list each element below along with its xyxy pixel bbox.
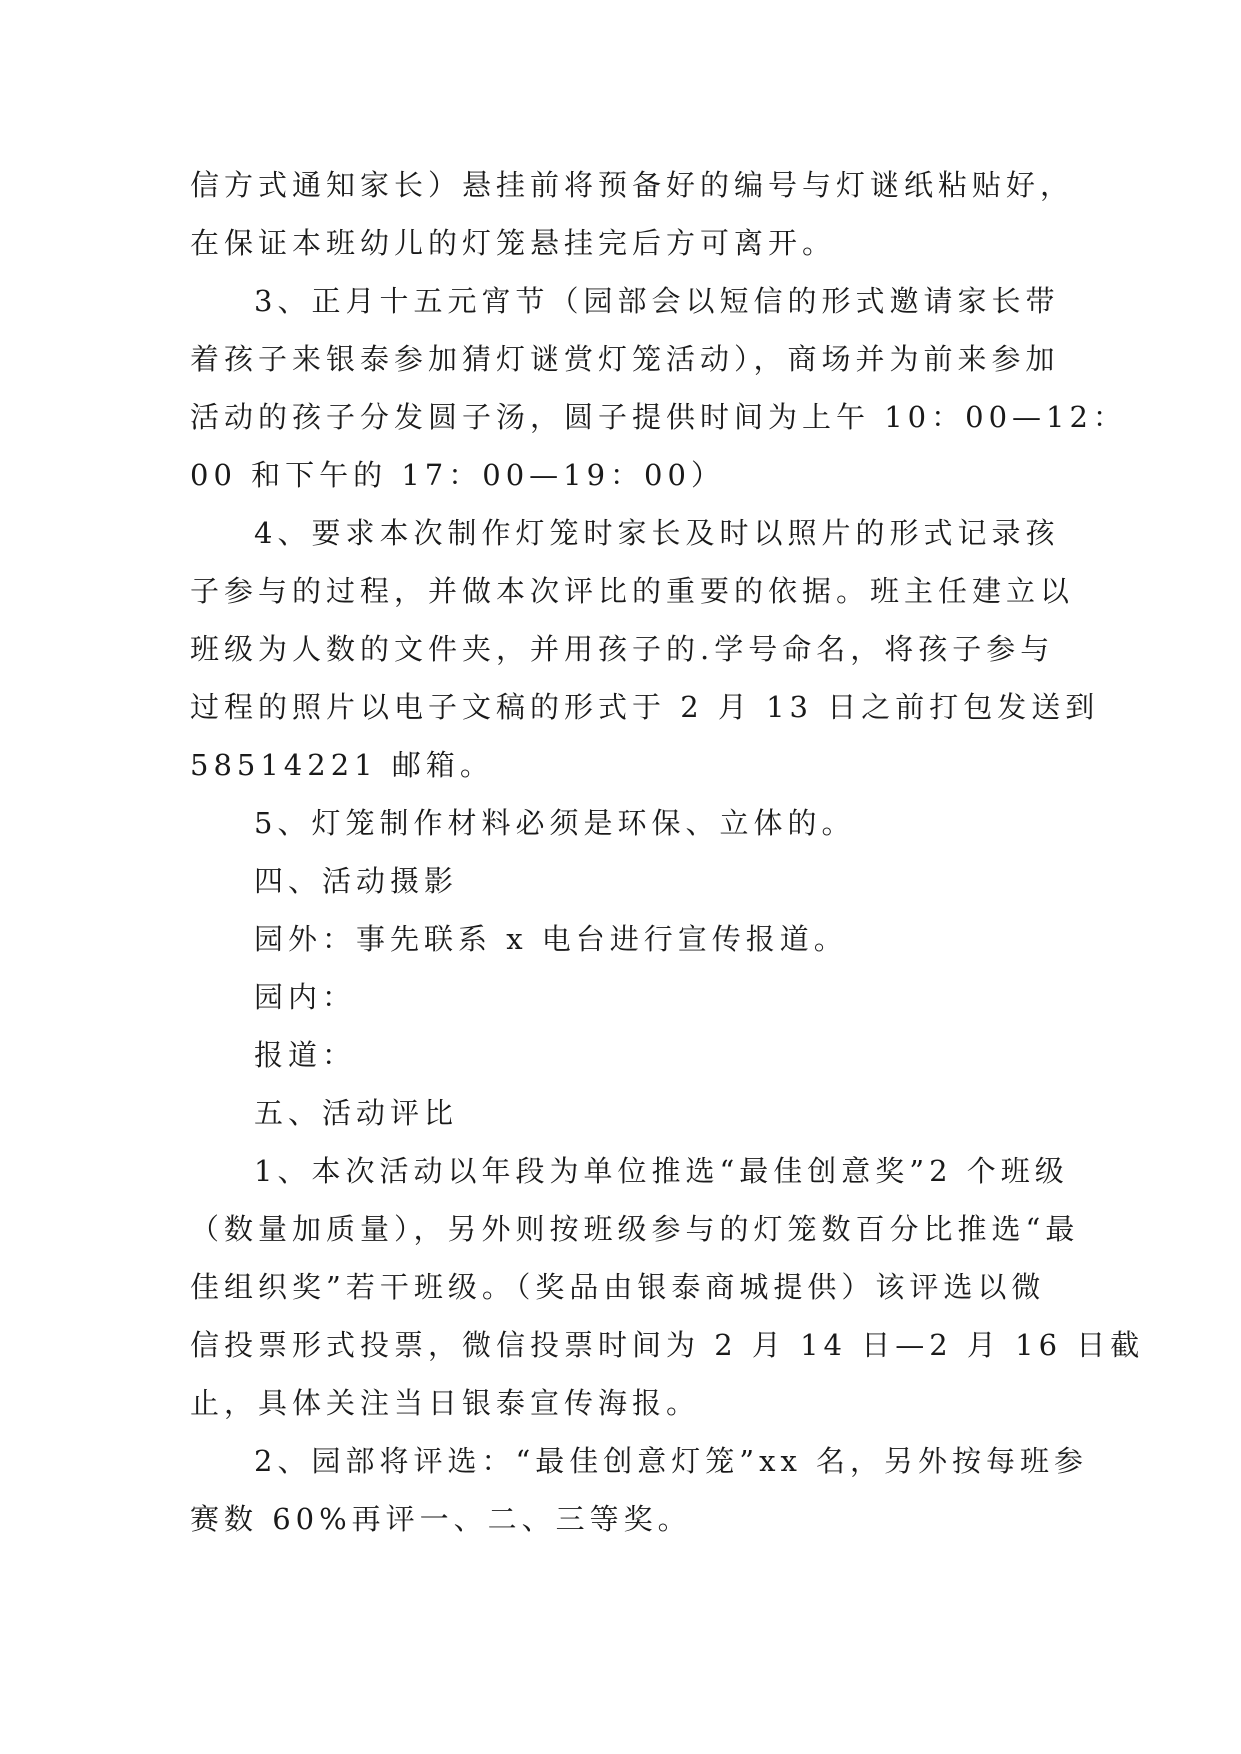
text-line: 过程的照片以电子文稿的形式于 2 月 13 日之前打包发送到 [190, 690, 1100, 724]
text-line: 着孩子来银泰参加猜灯谜赏灯笼活动），商场并为前来参加 [190, 342, 1060, 376]
text-line: 赛数 60%再评一、二、三等奖。 [190, 1502, 692, 1536]
text-line: 00 和下午的 17：00—19：00） [190, 458, 725, 492]
paragraph [190, 794, 1060, 852]
document-body [190, 156, 1145, 1548]
text-line: 2、园部将评选：“最佳创意灯笼”xx 名，另外按每班参 [254, 1444, 1089, 1478]
text-line: 报道： [254, 1038, 357, 1072]
text-line: 58514221 邮箱。 [190, 748, 494, 782]
text-line: 3、正月十五元宵节（园部会以短信的形式邀请家长带 [254, 284, 1060, 318]
text-line: 1、本次活动以年段为单位推选“最佳创意奖”2 个班级 [254, 1154, 1069, 1188]
text-line: 活动的孩子分发圆子汤，圆子提供时间为上午 10：00—12： [190, 400, 1127, 434]
text-line: 园外：事先联系 x 电台进行宣传报道。 [254, 922, 848, 956]
text-line: 止，具体关注当日银泰宣传海报。 [190, 1386, 701, 1420]
text-line: 四、活动摄影 [254, 864, 459, 898]
paragraph [190, 1084, 1060, 1142]
text-line: 五、活动评比 [254, 1096, 459, 1130]
paragraph [190, 156, 1075, 272]
text-line: 5、灯笼制作材料必须是环保、立体的。 [254, 806, 856, 840]
text-line: 佳组织奖”若干班级。（奖品由银泰商城提供）该评选以微 [190, 1270, 1046, 1304]
text-line: 4、要求本次制作灯笼时家长及时以照片的形式记录孩 [254, 516, 1060, 550]
paragraph [190, 968, 1060, 1026]
paragraph [190, 272, 1127, 504]
text-line: 信投票形式投票，微信投票时间为 2 月 14 日—2 月 16 日截 [190, 1328, 1145, 1362]
text-line: 子参与的过程，并做本次评比的重要的依据。班主任建立以 [190, 574, 1075, 608]
paragraph [190, 1142, 1145, 1432]
paragraph [190, 1432, 1089, 1548]
text-line: 班级为人数的文件夹，并用孩子的.学号命名，将孩子参与 [190, 632, 1055, 666]
paragraph [190, 504, 1100, 794]
text-line: 园内： [254, 980, 357, 1014]
text-line: 信方式通知家长）悬挂前将预备好的编号与灯谜纸粘贴好， [190, 168, 1075, 202]
text-line: （数量加质量），另外则按班级参与的灯笼数百分比推选“最 [190, 1212, 1080, 1246]
paragraph [190, 910, 1060, 968]
paragraph [190, 1026, 1060, 1084]
text-line: 在保证本班幼儿的灯笼悬挂完后方可离开。 [190, 226, 837, 260]
paragraph [190, 852, 1060, 910]
